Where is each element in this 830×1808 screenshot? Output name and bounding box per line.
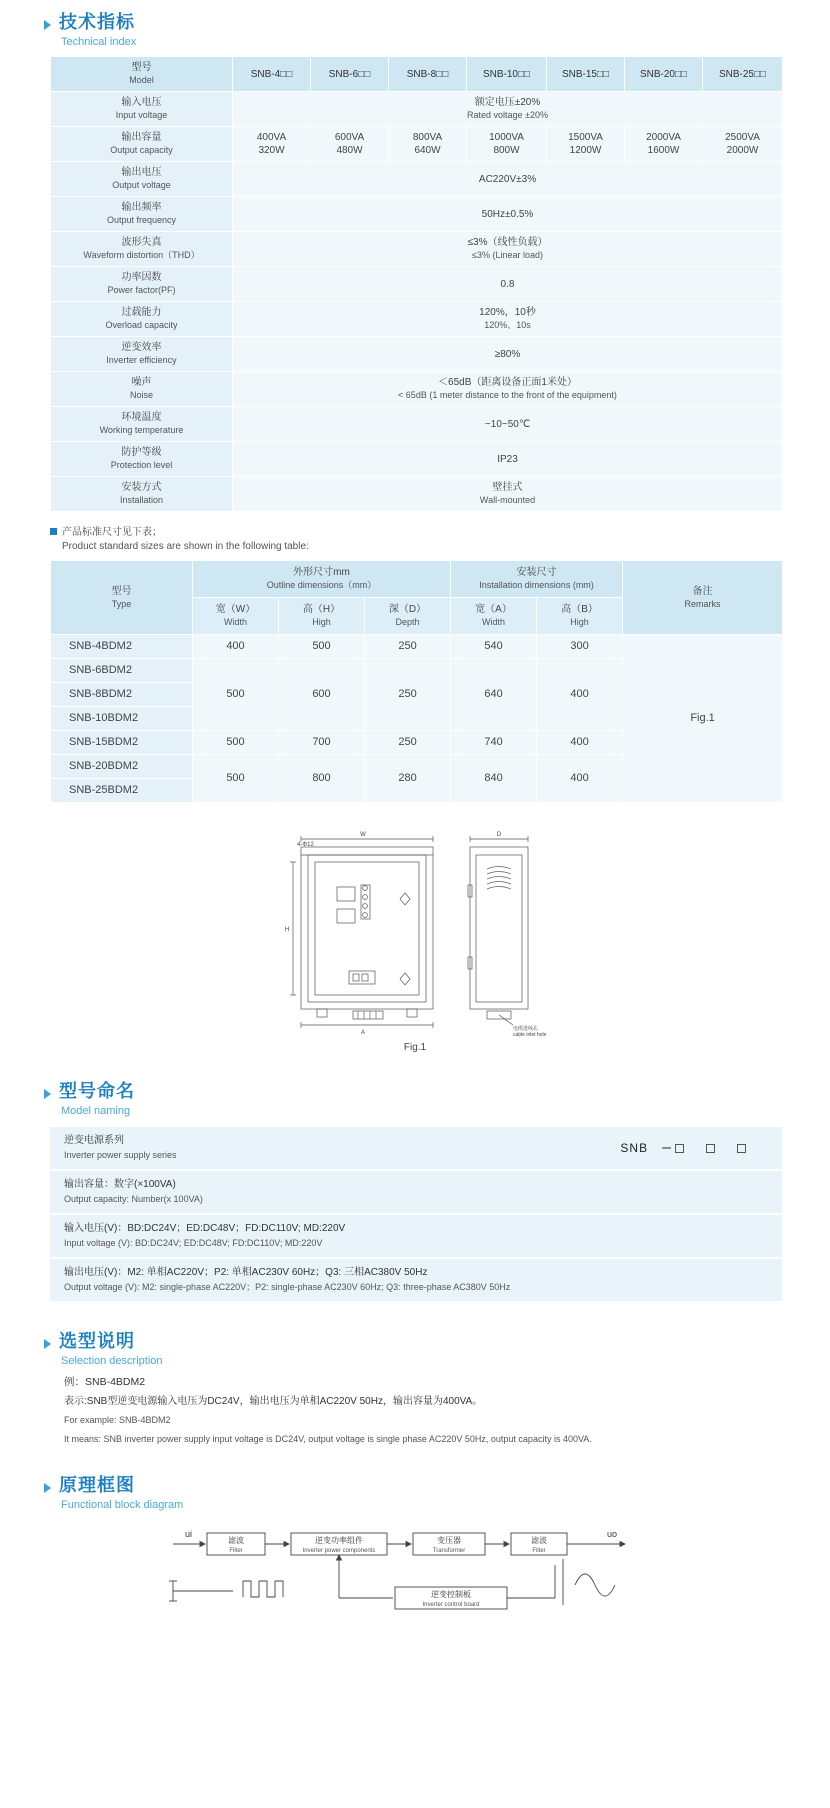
table-row [51,442,783,477]
spec-row-value: 壁挂式 Wall-mounted [233,477,783,512]
section-title-en: Technical index [61,36,137,48]
model-naming-table [50,1127,782,1303]
size-type: SNB-4BDM2 [51,635,193,659]
size-subheader-depth: 深（D） Depth [365,598,451,635]
table-row [51,407,783,442]
triangle-bullet-icon [44,1339,51,1349]
spec-cell: 1000VA 800W [467,127,547,162]
spec-cell: 2000VA 1600W [625,127,703,162]
selection-line-4: It means: SNB inverter power supply input voltage is DC24V, output voltage is single phase AC220V 50Hz, output capacity is 400VA. [64,1434,592,1444]
section-heading-selection [44,1329,830,1369]
spec-header-model-5: SNB-15□□ [547,57,625,92]
cabinet-drawing [0,825,830,1040]
note-en: Product standard sizes are shown in the following table: [62,541,309,552]
size-b: 400 [537,659,623,731]
size-w: 500 [193,731,279,755]
spec-row-value: 50Hz±0.5% [233,197,783,232]
selection-line-2: 表示:SNB型逆变电源输入电压为DC24V，输出电压为单相AC220V 50Hz，输出容量为400VA。 [64,1396,483,1407]
size-b: 400 [537,731,623,755]
standard-size-note [50,526,830,554]
selection-body [64,1373,830,1449]
section-heading-technical [44,10,830,50]
standard-size-table [50,560,783,803]
spec-row-value: 120%，10秒 120%、10s [233,302,783,337]
naming-code-snb: SNB [620,1141,649,1155]
dim-label-a: A [360,1030,366,1036]
triangle-bullet-icon [44,20,51,30]
naming-en: Inverter power supply series [64,1150,177,1160]
size-h: 600 [279,659,365,731]
size-header-outline: 外形尺寸mm Outline dimensions（mm） [193,561,451,598]
size-b: 300 [537,635,623,659]
spec-row-value: 0.8 [233,267,783,302]
naming-row-series [50,1127,782,1171]
naming-cn: 输出电压(V)：M2: 单相AC220V；P2: 单相AC230V 60Hz；Q3: 三相AC380V 50Hz [64,1267,428,1278]
naming-en: Output voltage (V): M2: single-phase AC220V；P2: single-phase AC230V 60Hz; Q3: three-phase AC380V 50Hz [64,1282,511,1292]
size-h: 500 [279,635,365,659]
cabinet-drawing-svg [265,825,565,1040]
naming-code-box-1 [675,1144,684,1153]
size-subheader-install-high: 高（B） High [537,598,623,635]
naming-en: Input voltage (V): BD:DC24V; ED:DC48V; FD:DC110V; MD:220V [64,1238,323,1248]
dim-label-h: H [284,927,290,933]
triangle-bullet-icon [44,1089,51,1099]
size-type: SNB-15BDM2 [51,731,193,755]
size-type: SNB-8BDM2 [51,683,193,707]
spec-cell: 400VA 320W [233,127,311,162]
table-row [51,162,783,197]
naming-code-box-3 [737,1144,746,1153]
table-row [51,372,783,407]
size-w: 400 [193,635,279,659]
size-a: 640 [451,659,537,731]
square-bullet-icon [50,528,57,535]
table-row [51,635,783,659]
size-d: 250 [365,659,451,731]
size-header-remarks: 备注 Remarks [623,561,783,635]
table-row-header [51,561,783,598]
section-title-cn: 型号命名 [59,1081,135,1101]
diagram-box1-cn: 滤波 [228,1536,244,1545]
size-subheader-width: 宽（W） Width [193,598,279,635]
naming-code-dash: – [662,1139,671,1156]
size-a: 540 [451,635,537,659]
spec-row-value: ≥80% [233,337,783,372]
diagram-box5-en: Inverter control board [422,1602,480,1608]
size-header-install: 安装尺寸 Installation dimensions (mm) [451,561,623,598]
diagram-label-output: uo [607,1529,618,1539]
spec-row-label: 防护等级 Protection level [51,442,233,477]
size-a: 740 [451,731,537,755]
spec-row-label: 功率因数 Power factor(PF) [51,267,233,302]
spec-header-model-4: SNB-10□□ [467,57,547,92]
spec-row-value: 额定电压±20% Rated voltage ±20% [233,92,783,127]
table-row [51,477,783,512]
size-b: 400 [537,755,623,803]
spec-cell: 600VA 480W [311,127,389,162]
size-d: 250 [365,731,451,755]
spec-header-model-cn: 型号 [131,62,152,73]
naming-en: Output capacity: Number(x 100VA) [64,1194,203,1204]
diagram-box2-en: Inverter power components [302,1548,376,1554]
diagram-box4-en: Filter [532,1548,546,1554]
section-title-en: Functional block diagram [61,1499,184,1511]
spec-header-model-7: SNB-25□□ [703,57,783,92]
section-heading-block-diagram [44,1473,830,1513]
table-row [51,197,783,232]
spec-header-model-6: SNB-20□□ [625,57,703,92]
triangle-bullet-icon [44,1483,51,1493]
table-row [51,232,783,267]
section-title-en: Model naming [61,1105,131,1117]
dim-label-d: D [496,832,502,838]
naming-row-output-voltage [50,1259,782,1303]
section-title-cn: 选型说明 [59,1331,135,1351]
selection-line-1: 例：SNB-4BDM2 [64,1376,146,1388]
spec-row-label: 噪声 Noise [51,372,233,407]
size-d: 250 [365,635,451,659]
size-a: 840 [451,755,537,803]
inlet-label-cn: 电缆进线孔 [513,1026,539,1032]
size-header-type: 型号 Type [51,561,193,635]
diagram-box3-cn: 变压器 [437,1536,461,1545]
dim-label-w: W [360,832,366,838]
table-row [51,337,783,372]
size-subheader-install-width: 宽（A） Width [451,598,537,635]
naming-row-input-voltage [50,1215,782,1259]
diagram-label-input: ui [185,1529,193,1539]
spec-row-value: AC220V±3% [233,162,783,197]
diagram-box3-en: Transformer [432,1548,466,1554]
naming-row-capacity [50,1171,782,1215]
spec-row-label: 输出电压 Output voltage [51,162,233,197]
size-type: SNB-6BDM2 [51,659,193,683]
spec-header-model [51,57,233,92]
spec-row-value: IP23 [233,442,783,477]
size-subheader-high: 高（H） High [279,598,365,635]
block-diagram [0,1519,830,1629]
spec-cell: 800VA 640W [389,127,467,162]
spec-header-model-3: SNB-8□□ [389,57,467,92]
size-w: 500 [193,755,279,803]
table-row [51,267,783,302]
size-remarks-value: Fig.1 [623,635,783,803]
diagram-box2-cn: 逆变功率组件 [315,1536,363,1545]
spec-cell: 2500VA 2000W [703,127,783,162]
block-diagram-svg [155,1519,675,1629]
size-h: 700 [279,731,365,755]
table-row-header [51,57,783,92]
spec-row-label: 过载能力 Overload capacity [51,302,233,337]
naming-cn: 输入电压(V)：BD:DC24V；ED:DC48V；FD:DC110V; MD:220V [64,1223,346,1234]
section-title-cn: 原理框图 [59,1475,135,1495]
size-d: 280 [365,755,451,803]
spec-row-value: −10~50℃ [233,407,783,442]
table-row [51,127,783,162]
technical-spec-table [50,56,783,512]
section-title-en: Selection description [61,1355,163,1367]
spec-row-label: 环境温度 Working temperature [51,407,233,442]
naming-cn: 逆变电源系列 [64,1135,124,1146]
spec-header-model-1: SNB-4□□ [233,57,311,92]
dim-label-phi: 4-Φ12 [297,842,314,848]
spec-row-label: 逆变效率 Inverter efficiency [51,337,233,372]
size-type: SNB-20BDM2 [51,755,193,779]
table-row [51,302,783,337]
diagram-box5-cn: 逆变控制板 [431,1590,471,1599]
naming-code-group [620,1139,768,1157]
table-row [51,92,783,127]
size-h: 800 [279,755,365,803]
spec-row-label: 输出容量 Output capacity [51,127,233,162]
diagram-box1-en: Filter [229,1548,243,1554]
figure-caption: Fig.1 [403,1042,427,1053]
naming-code-box-2 [706,1144,715,1153]
inlet-label-en: cable inlet hole [513,1032,547,1038]
spec-row-label: 输出频率 Output frequency [51,197,233,232]
section-title-cn: 技术指标 [59,12,135,32]
selection-line-3: For example: SNB-4BDM2 [64,1415,171,1425]
spec-header-model-2: SNB-6□□ [311,57,389,92]
diagram-box4-cn: 滤波 [531,1536,547,1545]
size-type: SNB-25BDM2 [51,779,193,803]
note-cn: 产品标准尺寸见下表； [62,527,162,538]
spec-row-label: 安装方式 Installation [51,477,233,512]
spec-row-value: ＜65dB（距离设备正面1米处） < 65dB (1 meter distance to the front of the equipment) [233,372,783,407]
spec-cell: 1500VA 1200W [547,127,625,162]
size-type: SNB-10BDM2 [51,707,193,731]
spec-row-value: ≤3%（线性负载） ≤3% (Linear load) [233,232,783,267]
size-w: 500 [193,659,279,731]
spec-row-label: 波形失真 Waveform distortion（THD） [51,232,233,267]
spec-header-model-en: Model [129,75,154,85]
section-heading-model-naming [44,1079,830,1119]
naming-cn: 输出容量：数字(×100VA) [64,1179,176,1190]
spec-row-label: 输入电压 Input voltage [51,92,233,127]
